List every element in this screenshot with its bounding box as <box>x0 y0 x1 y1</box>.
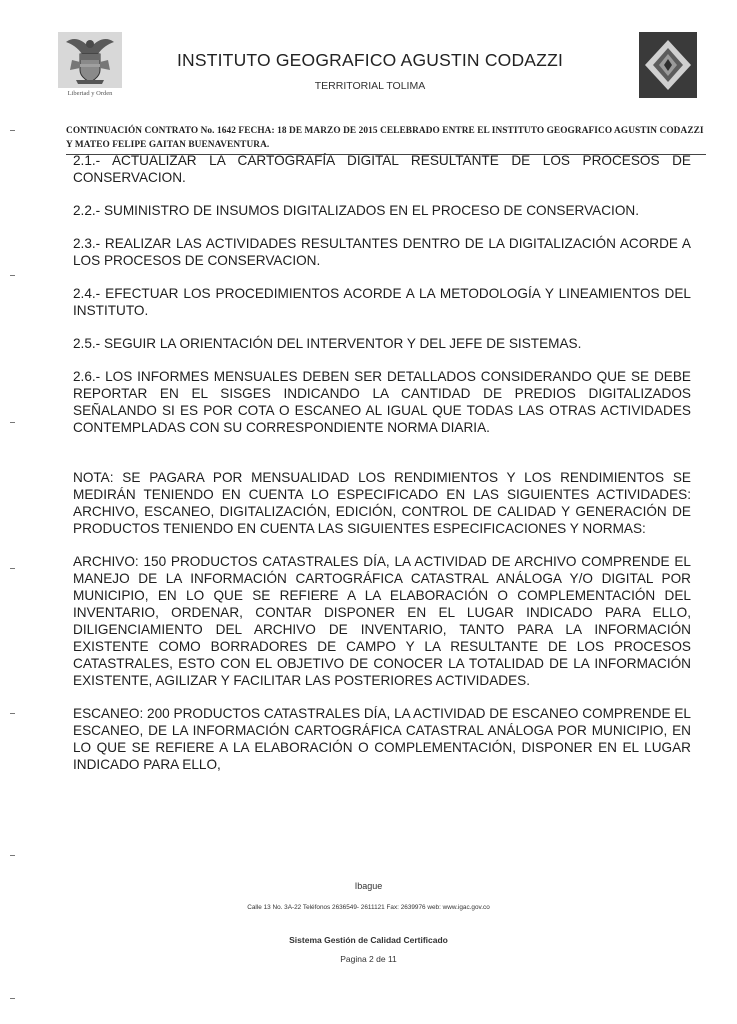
footer-address: Calle 13 No. 3A-22 Teléfonos 2636549- 2611121 Fax: 2639976 web: www.igac.gov.co <box>247 904 490 911</box>
institute-title: INSTITUTO GEOGRAFICO AGUSTIN CODAZZI <box>176 50 564 70</box>
archivo-paragraph: ARCHIVO: 150 PRODUCTOS CATASTRALES DÍA, LA ACTIVIDAD DE ARCHIVO COMPRENDE EL MANEJO DE LA INFORMACIÓN CARTOGRÁFICA CATASTRAL ANÁLOGA Y/O DIGITAL POR MUNICIPIO, EN LO QUE SE REFIERE A LA ELABORACIÓN O COMPLEMENTACIÓN DEL INVENTARIO, ORDENAR, CONTAR DISPONER EN EL LUGAR INDICADO PARA ELLO, DILIGENCIAMIENTO DEL ARCHIVO DE INVENTARIO, TANTO PARA LA INFORMACIÓN EXISTENTE COMO BORRADORES DE CAMPO Y LA RESULTANTE DE LOS PROCESOS CATASTRALES, ESTO CON EL OBJETIVO DE CONOCER LA TOTALIDAD DE LA INFORMACIÓN EXISTENTE, AGILIZAR Y FACILITAR LAS POSTERIORES ACTIVIDADES. <box>73 554 691 688</box>
clause-2-3: 2.3.- REALIZAR LAS ACTIVIDADES RESULTANTES DENTRO DE LA DIGITALIZACIÓN ACORDE A LOS PROCESOS DE CONSERVACION. <box>73 236 691 268</box>
clause-2-4: 2.4.- EFECTUAR LOS PROCEDIMIENTOS ACORDE A LA METODOLOGÍA Y LINEAMIENTOS DEL INSTITUTO. <box>73 286 691 318</box>
margin-mark <box>10 855 15 856</box>
margin-mark <box>10 422 15 423</box>
contract-reference: CONTINUACIÓN CONTRATO No. 1642 FECHA: 18 DE MARZO DE 2015 CELEBRADO ENTRE EL INSTITUTO GEOGRAFICO AGUSTIN CODAZZI Y MATEO FELIPE GAITAN BUENAVENTURA. <box>66 126 704 150</box>
logo-caption: Libertad y Orden <box>67 90 113 97</box>
clause-2-2: 2.2.- SUMINISTRO DE INSUMOS DIGITALIZADOS EN EL PROCESO DE CONSERVACION. <box>73 203 639 218</box>
margin-mark <box>10 275 15 276</box>
page-number: Pagina 2 de 11 <box>340 954 397 964</box>
margin-mark <box>10 130 15 131</box>
margin-mark <box>10 568 15 569</box>
territorial-subtitle: TERRITORIAL TOLIMA <box>314 80 426 92</box>
nota-paragraph: NOTA: SE PAGARA POR MENSUALIDAD LOS RENDIMIENTOS Y LOS RENDIMIENTOS SE MEDIRÁN TENIENDO EN CUENTA LO ESPECIFICADO EN LAS SIGUIENTES ACTIVIDADES: ARCHIVO, ESCANEO, DIGITALIZACIÓN, EDICIÓN, CONTROL DE CALIDAD Y GENERACIÓN DE PRODUCTOS TENIENDO EN CUENTA LAS SIGUIENTES ESPECIFICACIONES Y NORMAS: <box>73 470 691 536</box>
clause-2-1: 2.1.- ACTUALIZAR LA CARTOGRAFÍA DIGITAL RESULTANTE DE LOS PROCESOS DE CONSERVACION. <box>73 153 691 185</box>
clause-2-5: 2.5.- SEGUIR LA ORIENTACIÓN DEL INTERVENTOR Y DEL JEFE DE SISTEMAS. <box>73 336 582 351</box>
escaneo-paragraph: ESCANEO: 200 PRODUCTOS CATASTRALES DÍA, LA ACTIVIDAD DE ESCANEO COMPRENDE EL ESCANEO, DE LA INFORMACIÓN CARTOGRÁFICA CATASTRAL ANÁLOGA POR MUNICIPIO, EN LO QUE SE REFIERE A LA ELABORACIÓN O COMPLEMENTACIÓN, DISPONER EN EL LUGAR INDICADO PARA ELLO, <box>73 706 691 772</box>
clause-2-6: 2.6.- LOS INFORMES MENSUALES DEBEN SER DETALLADOS CONSIDERANDO QUE SE DEBE REPORTAR EN EL SISGES INDICANDO LA CANTIDAD DE PREDIOS DIGITALIZADOS SEÑALANDO SI ES POR COTA O ESCANEO AL IGUAL QUE TODAS LAS OTRAS ACTIVIDADES CONTEMPLADAS CON SU CORRESPONDIENTE NORMA DIARIA. <box>73 369 691 435</box>
coat-of-arms-icon <box>58 32 122 88</box>
margin-mark <box>10 713 15 714</box>
margin-mark <box>10 998 15 999</box>
footer-city: Ibague <box>354 881 383 891</box>
igac-logo <box>639 32 697 98</box>
document-body <box>73 152 691 773</box>
coat-of-arms-logo <box>58 32 122 100</box>
igac-logo-icon <box>639 32 697 98</box>
footer-quality-system: Sistema Gestión de Calidad Certificado <box>289 935 448 945</box>
